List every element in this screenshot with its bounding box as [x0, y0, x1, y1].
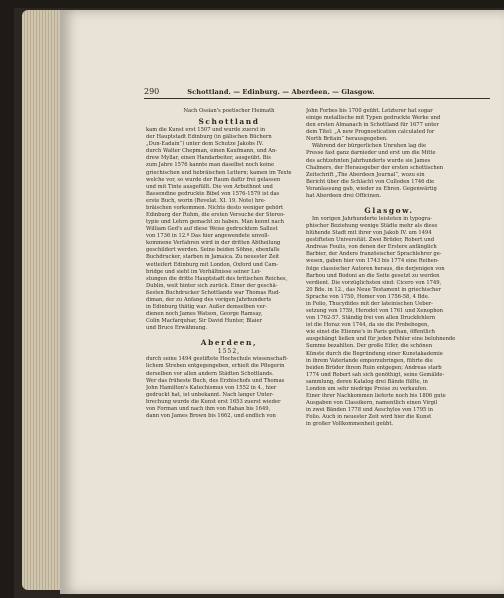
text-line: wie einst die Etienne's in Paris gethan, öffentlich — [306, 329, 435, 336]
text-line: Folio. Auch in neuester Zeit wird hier die Kunst — [306, 414, 432, 421]
text-line: griechischen und hebräischen Lettern; kamen im Texte — [146, 169, 292, 176]
paragraph-schottland — [146, 127, 312, 332]
text-line: zum Jahre 1576 kannte man daselbst noch keine — [146, 162, 275, 169]
text-line: Veranlassung gab, wieder zu Ehren. Gegenwärtig — [306, 185, 437, 192]
section-title-schottland: Schottland — [198, 117, 260, 127]
text-line: John Forbes bis 1700 geübt. Letzterer hat sogar — [306, 108, 433, 114]
text-line: „Dun-Eadain“) unter dem Schutze Jakobs IV. — [146, 141, 264, 148]
text-line: Buchdrucker, starben in Jamaica. Zu neuester Zeit — [146, 254, 280, 261]
text-line: Dublin, weit hinter sich zurück. Einer der geschä- — [146, 282, 278, 289]
text-line: verdient. Die vorzüglichsten sind: Cicero von 1749, — [306, 279, 442, 286]
text-line: 1774 und Robert sah sich genöthigt, seine Gemälde- — [306, 371, 445, 378]
text-line: William Ged's auf diese Weise gedrucktem Sallust — [146, 226, 278, 233]
text-line: erste Buch, worin (Revelat. XI. 19. Note) hre- — [146, 197, 266, 204]
paragraph-aberdeen-continued — [306, 108, 472, 200]
text-line: in Edinburg thätig war. Außer demselben ver- — [146, 304, 267, 311]
text-line: Während der bürgerlichen Unruhen lag die — [312, 143, 427, 150]
text-line: lichem Streben entgegengeben, erhielt die Pflegerin — [146, 363, 285, 370]
text-line: gedruckt hat, ist unbekannt. Nach langer Unter- — [146, 391, 274, 398]
left-column — [146, 108, 312, 420]
text-line: sammlung, deren Katalog drei Bände füllte, in — [306, 378, 428, 385]
section-title-glasgow: Glasgow. — [364, 206, 414, 216]
text-line: Bassendine gedruckte Bibel von 1576-1579 ist das — [146, 190, 280, 197]
text-line: Sprache von 1750, Homer von 1756-58, 4 Bde. — [306, 293, 430, 300]
text-line: kam die Kunst erst 1507 und wurde zuerst in — [146, 127, 266, 134]
text-line: einige metallische mit Typen gedruckte Werke und — [306, 115, 441, 122]
text-line: in ihrem Vaterlande emporzubringen, führte die — [306, 357, 433, 364]
text-line: Einer ihrer Nachkommen lieferte noch bis 1806 gute — [306, 392, 446, 399]
text-line: typie und Lehrn gemacht zu haben. Man kennt nach — [146, 219, 284, 226]
text-line: diman, der zu Anfang des vorigen Jahrhunderts — [146, 296, 272, 303]
text-line: Andreas Foulis, von denen der Erstere anfänglich — [306, 244, 437, 251]
text-line: in Folio, Thucydides mit der lateinischen Ueber- — [306, 300, 433, 307]
text-line: John Hamilton's Katechismus von 1552 in 4., hier — [146, 384, 277, 391]
text-line: bridge und sieht im Verhältnisse seiner Lei- — [146, 268, 262, 275]
text-line: durch seine 1494 gestiftete Hochschule wissenschaft- — [146, 356, 289, 363]
right-column — [306, 108, 472, 428]
text-line: London um sehr niedrige Preise zu verkaufen. — [306, 385, 428, 392]
text-line: von Forman und nach ihm von Raban bis 1649, — [146, 405, 271, 412]
text-line: Bericht über die Schlacht von Culloden 1746 die — [306, 178, 435, 185]
text-line: gestifteten Universität. Zwei Brüder, Robert und — [306, 237, 435, 244]
text-line: Barbou und Bodoni an die Seite gesetzt zu werden — [306, 272, 440, 279]
text-line: geschildert werden. Seine beiden Söhne, ebenfalls — [146, 247, 280, 254]
text-line: Colin Macfarquhar, Sir David Hunter, Blaier — [146, 318, 262, 325]
text-line: ßesten Buchdrucker Schottlands war Thomas Rud- — [146, 289, 281, 296]
text-line: und mit Tinte ausgefüllt. Die von Arbuthnot und — [146, 183, 273, 190]
text-line: 20 Bde. in 12., das Neue Testament in griechischer — [306, 286, 441, 293]
text-line: Künste durch die Begründung einer Kunstakademie — [306, 350, 443, 357]
text-line: durch Walter Chepman, einen Kaufmann, und An- — [146, 148, 278, 155]
text-line: von 1762-57. Ständig frei von allen Druckfehlern — [306, 315, 436, 322]
text-line: brechung wurde die Kunst erst 1653 zuerst wieder — [146, 398, 281, 405]
running-title: Schottland. — Edinburg. — Aberdeen. — Glasgow. — [187, 88, 375, 96]
text-line: der Hauptstadt Edinburg (in gälischen Büchern — [146, 134, 272, 141]
text-line: phischer Beziehung wenige Städte mehr als diese — [306, 223, 438, 230]
text-line: blühende Stadt mit ihrer von Jakob IV. um 1494 — [306, 230, 432, 237]
text-line: Chalmers, der Herausgeber der ersten schottischen — [306, 164, 444, 171]
text-line: von 1736 in 12.º Das hier angewendete unvoll- — [146, 233, 270, 240]
text-line: drew Myllar, einen Handarbeiter, ausgeübt. Bis — [146, 155, 271, 162]
page-number: 290 — [144, 87, 160, 96]
text-line: derselben vor allen andern Städten Schottlands. — [146, 370, 274, 377]
section-title-aberdeen: Aberdeen, — [200, 338, 258, 348]
text-line: hat Aberdeen drei Officinen. — [306, 192, 381, 199]
text-line: ausgehängt ließen und für jeden Fehler eine belohnende — [306, 336, 456, 343]
text-line: Edinburg der Ruhm, die ersten Versuche der Stereo- — [146, 212, 286, 219]
text-line: Barbier, der Andere französischer Sprachlehrer ge- — [306, 251, 442, 258]
text-line: Presse fast ganz darnieder und erst um die Mitte — [306, 150, 436, 157]
text-line: in zwei Bänden 1778 und Aeschylos von 1795 in — [306, 407, 433, 414]
text-line: folge classischer Autoren heraus, die derjenigen von — [306, 265, 445, 272]
paragraph-aberdeen — [146, 356, 312, 420]
section-year-aberdeen: 1552, — [217, 348, 241, 356]
text-line: beiden Brüder ihrem Ruin entgegen; Andreas starb — [306, 364, 442, 371]
text-line: welche vor, so wurde der Raum dafür frei gelassen — [146, 176, 281, 183]
header-rule — [144, 98, 490, 99]
text-line: Wer das früheste Buch, des Erzbischofs und Thomas — [146, 377, 285, 384]
text-line: des achtzehnten Jahrhunderts wurde sie James — [306, 157, 431, 164]
text-line: setzung von 1759, Herodot von 1761 und Xenophon — [306, 308, 444, 315]
text-line: wesen, gaben hier von 1743 bis 1774 eine Reihen- — [306, 258, 439, 265]
text-line: kommene Verfahren wird in der dritten Abtheilung — [146, 240, 281, 247]
text-line: den ersten Almanach in Schottland für 1677 unter — [306, 122, 439, 129]
text-line: stungen die dritte Hauptstadt des britischen Reiches, — [146, 275, 288, 282]
text-line: wetteifert Edinburg mit London, Oxford und Cam- — [146, 261, 279, 268]
text-line: Im vorigen Jahrhunderte leisteten in typogra- — [312, 216, 432, 223]
text-line: ist die Horaz von 1744, da sie die Probebogen, — [306, 322, 430, 329]
text-line: und Bruce Erwähnung. — [146, 325, 208, 332]
text-line: dienen noch James Watson, George Ramsay, — [146, 311, 263, 318]
running-head — [144, 84, 490, 96]
text-line: dann von James Brown bis 1662, und endlich von — [146, 412, 276, 419]
text-line: Summe bezahlten. Der große Eifer, die schönen — [306, 343, 433, 350]
text-line: in großer Vollkommenheit geübt. — [306, 421, 394, 428]
text-line: bräischen vorkommen. Nichts desto weniger gehört — [146, 204, 284, 211]
text-line: dem Titel: „A new Prognostication calculated for — [306, 129, 435, 136]
text-line: Zeitschrift „The Aberdeen Journal“, wozu ein — [306, 171, 425, 178]
paragraph-glasgow — [306, 216, 472, 428]
intro-line: Nach Ossian's poetischer Heimath — [183, 108, 275, 114]
text-line: Ausgaben von Classikern, namentlich einen Virgil — [306, 400, 438, 407]
text-line: North Britain“ herausgegeben. — [306, 136, 388, 143]
